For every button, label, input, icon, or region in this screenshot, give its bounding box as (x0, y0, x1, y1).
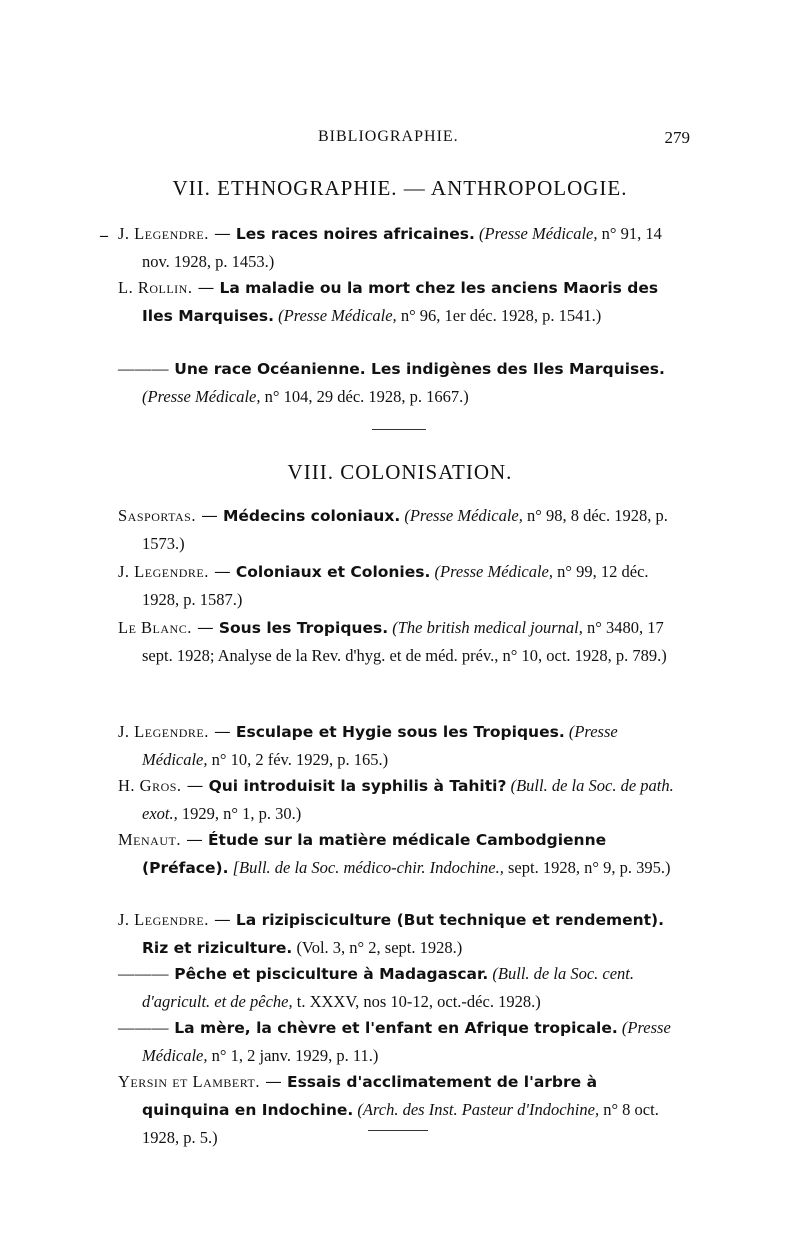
margin-mark: _ (100, 222, 108, 239)
entry-source: (Presse Médicale, (142, 387, 261, 406)
entry-title: Esculape et Hygie sous les Tropiques. (235, 723, 565, 741)
entry-details: n° 3480, 17 sept. 1928; Analyse de la Rev. d'hyg. et de méd. prév., n° 10, oct. 1928, p. 789.) (142, 618, 667, 665)
entry-dash: — (181, 776, 209, 795)
entry-dash: — (208, 562, 236, 581)
entry-details: n° 99, 12 déc. 1928, p. 1587.) (142, 562, 649, 609)
bibliography-entry (118, 1014, 678, 1069)
section-divider (372, 429, 426, 430)
entry-source: [Bull. de la Soc. médico-chir. Indochine., (228, 858, 504, 877)
entry-title: Sous les Tropiques. (218, 619, 389, 637)
entry-title: La mère, la chèvre et l'enfant en Afrique tropicale. (174, 1019, 618, 1037)
entry-dash: — (208, 910, 236, 929)
end-divider (368, 1130, 428, 1131)
entry-dash: — (192, 278, 220, 297)
entry-title: Essais d'acclimatement de l'arbre à quinquina en Indochine. (142, 1073, 598, 1119)
entry-details: sept. 1928, n° 9, p. 395.) (503, 858, 671, 877)
entry-title: Les races noires africaines. (235, 225, 475, 243)
bibliography-entry (118, 826, 678, 882)
bibliography-entry (118, 1068, 678, 1151)
entry-source: (The british medical journal, (388, 618, 583, 637)
entry-dash: — (191, 618, 219, 637)
entry-source: (Presse Médicale, (142, 722, 618, 769)
bibliography-entry (118, 772, 678, 827)
entry-author: Le Blanc. (118, 618, 192, 637)
entry-title: Pêche et pisciculture à Madagascar. (174, 965, 489, 983)
running-head (0, 128, 800, 152)
entry-title: Une race Océanienne. Les indigènes des Iles Marquises. (174, 360, 665, 378)
entry-details: n° 8 oct. 1928, p. 5.) (142, 1100, 659, 1147)
entry-details: n° 91, 14 nov. 1928, p. 1453.) (142, 224, 662, 271)
bibliography-entry (118, 614, 678, 669)
page-number: 279 (664, 128, 690, 147)
entry-author: Yersin et Lambert. (118, 1072, 260, 1091)
entry-dash: — (208, 722, 236, 741)
entry-details: n° 1, 2 janv. 1929, p. 11.) (207, 1046, 379, 1065)
bibliography-entry (118, 502, 678, 557)
entry-author: ——— (118, 1018, 169, 1037)
entry-author: Menaut. (118, 830, 181, 849)
entry-author: ——— (118, 359, 169, 378)
entry-author: Sasportas. (118, 506, 196, 525)
entry-source: (Presse Médicale, (142, 1018, 671, 1065)
entry-details: 1929, n° 1, p. 30.) (177, 804, 302, 823)
entry-title: La maladie ou la mort chez les anciens Maoris des Iles Marquises. (142, 279, 659, 325)
section-heading-colonisation: VIII. COLONISATION. (287, 460, 513, 484)
entry-author: ——— (118, 964, 169, 983)
entry-title: Médecins coloniaux. (222, 507, 401, 525)
entry-details: (Vol. 3, n° 2, sept. 1928.) (292, 938, 463, 957)
entry-dash: — (195, 506, 223, 525)
entry-source: (Bull. de la Soc. de path. exot., (142, 776, 674, 823)
bibliography-entry (118, 355, 678, 410)
entry-details: n° 104, 29 déc. 1928, p. 1667.) (260, 387, 469, 406)
entry-author: H. Gros. (118, 776, 182, 795)
entry-details: t. XXXV, nos 10-12, oct.-déc. 1928.) (292, 992, 541, 1011)
bibliography-entry (118, 906, 678, 962)
entry-details: n° 10, 2 fév. 1929, p. 165.) (207, 750, 389, 769)
entry-dash: — (180, 830, 208, 849)
entry-dash: — (259, 1072, 287, 1091)
entry-author: J. Legendre. (118, 224, 209, 243)
entry-title: Étude sur la matière médicale Cambodgienne (Préface). (142, 831, 607, 877)
entry-source: (Presse Médicale, (430, 562, 554, 581)
bibliography-entry (118, 274, 678, 330)
entry-author: L. Rollin. (118, 278, 193, 297)
entry-title: La rizipisciculture (But technique et rendement). Riz et riziculture. (142, 911, 665, 957)
entry-source: (Presse Médicale, (274, 306, 397, 325)
entry-source: (Arch. des Inst. Pasteur d'Indochine, (353, 1100, 600, 1119)
running-head-title: BIBLIOGRAPHIE. (318, 128, 459, 145)
bibliography-entry (118, 558, 678, 613)
entry-dash: — (208, 224, 236, 243)
entry-details: n° 96, 1er déc. 1928, p. 1541.) (396, 306, 602, 325)
entry-title: Qui introduisit la syphilis à Tahiti? (208, 777, 507, 795)
section-heading-ethnographie: VII. ETHNOGRAPHIE. — ANTHROPOLOGIE. (172, 176, 628, 200)
entry-details: n° 98, 8 déc. 1928, p. 1573.) (142, 506, 668, 553)
entry-source: (Bull. de la Soc. cent. d'agricult. et de pêche, (142, 964, 635, 1011)
bibliography-entry (118, 220, 678, 275)
entry-author: J. Legendre. (118, 722, 209, 741)
entry-author: J. Legendre. (118, 910, 209, 929)
bibliography-entry (118, 718, 678, 773)
entry-source: (Presse Médicale, (474, 224, 598, 243)
bibliography-entry (118, 960, 678, 1015)
entry-title: Coloniaux et Colonies. (235, 563, 431, 581)
entry-source: (Presse Médicale, (400, 506, 523, 525)
entry-author: J. Legendre. (118, 562, 209, 581)
